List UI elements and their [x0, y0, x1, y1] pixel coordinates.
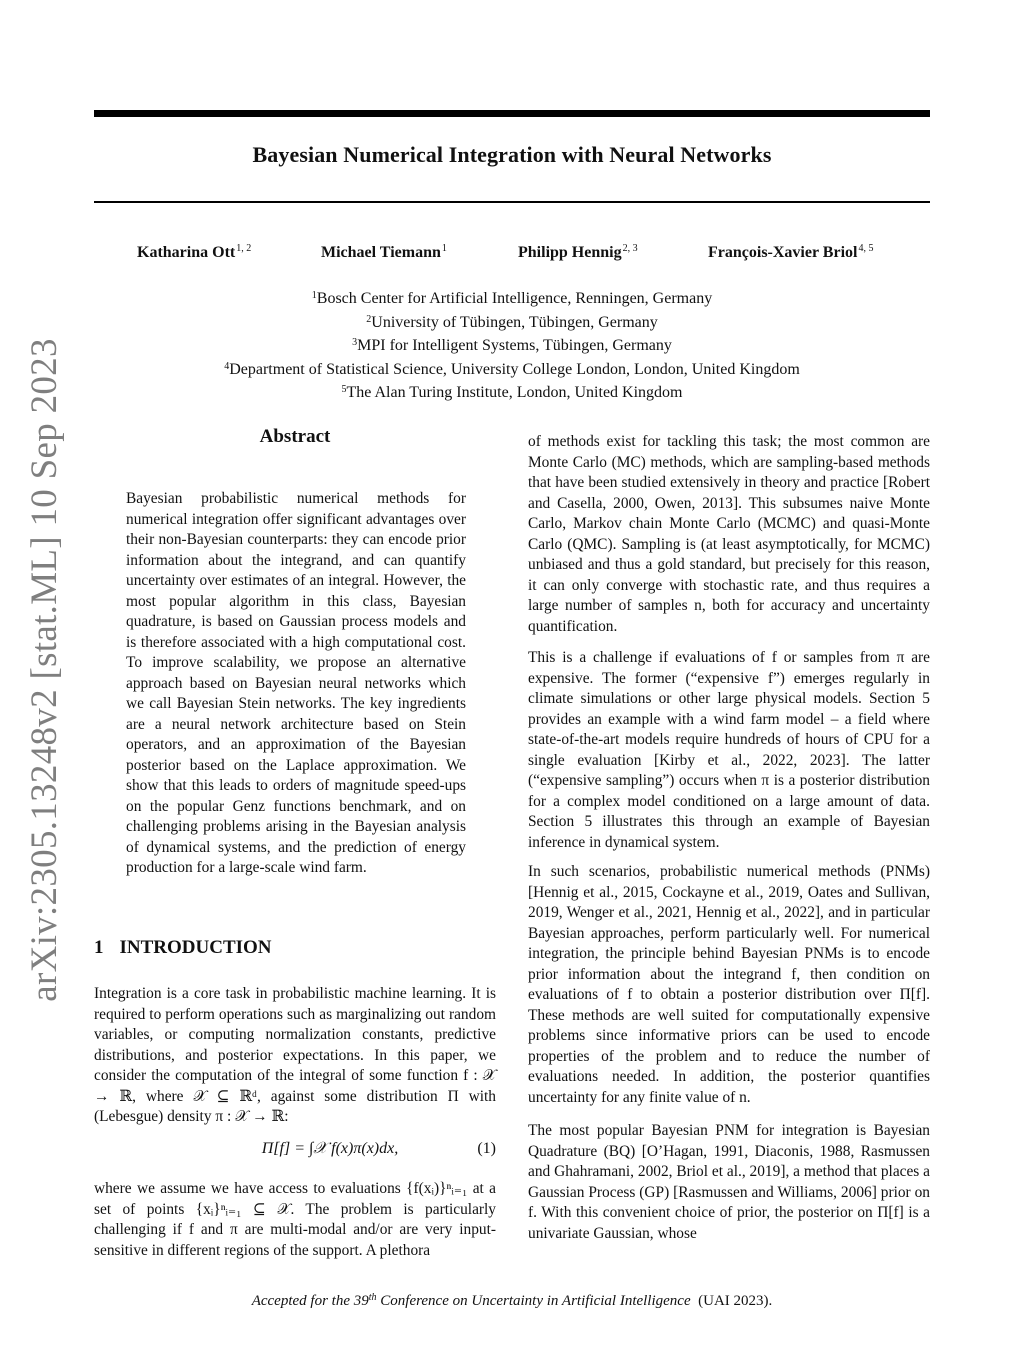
venue-tail: (UAI 2023). — [698, 1293, 773, 1309]
equation-1 — [94, 1140, 496, 1162]
author-name-text: Katharina Ott — [137, 244, 236, 261]
author-name — [137, 243, 251, 262]
author-affil-sup: 1 — [441, 243, 447, 254]
author-name-text: François-Xavier Briol — [708, 244, 858, 261]
author-name-text: Philipp Hennig — [518, 244, 622, 261]
affiliation-text: MPI for Intelligent Systems, Tübingen, Germany — [357, 337, 672, 354]
venue-prefix: Accepted for the 39 — [251, 1293, 369, 1309]
affiliation-line — [94, 286, 930, 310]
affiliation-line — [94, 310, 930, 334]
affiliation-sup: 2 — [366, 313, 372, 325]
author-affil-sup: 4, 5 — [858, 243, 874, 254]
author-name — [518, 243, 638, 262]
body-paragraph: The most popular Bayesian PNM for integration is Bayesian Quadrature (BQ) [O’Hagan, 1991, Diaconis, 1988, Rasmussen and Ghahramani, 2002, Briol et al., 2019], a method that places a Gaussian Process (GP) [Rasmussen and Williams, 2006] prior on f. With this convenient choice of prior, the posterior on Π[f] is a univariate Gaussian, whose — [528, 1122, 930, 1242]
equation-number: (1) — [477, 1140, 496, 1157]
top-rule — [94, 110, 930, 117]
affiliation-line — [94, 333, 930, 357]
venue-name: Conference on Uncertainty in Artificial Intelligence — [376, 1293, 691, 1309]
venue-footnote — [94, 1292, 930, 1310]
affiliation-sup: 5 — [341, 384, 347, 395]
intro-paragraph: Integration is a core task in probabilistic machine learning. It is required to perform operations such as marginalizing out random variables, or computing normalization constants, predictive distributions, and posterior expectations. In this paper, we consider the computation of the integral of some function f : 𝒳 → ℝ, where 𝒳 ⊆ ℝᵈ, against some distribution Π with (Lebesgue) density π : 𝒳 → ℝ: — [94, 985, 496, 1125]
body-paragraph: of methods exist for tackling this task; the most common are Monte Carlo (MC) methods, which are sampling-based methods that have been studied extensively in theory and practice [Robert and Casella, 2000, Owen, 2013]. This subsumes naive Monte Carlo, Markov chain Monte Carlo (MCMC) and quasi-Monte Carlo (QMC). Sampling is (at least asymptotically, for MCMC) unbiased and thus a gold standard, but precisely for this reason, it can only converge with stochastic rate, and thus requires a large number of samples n, both for accuracy and uncertainty quantification. — [528, 433, 930, 635]
intro-paragraph: where we assume we have access to evaluations {f(xᵢ)}ⁿᵢ₌₁ at a set of points {xᵢ}ⁿᵢ₌₁ ⊆ 𝒳. The problem is particularly challenging if f and π are multi-modal and/or are very input-sensitive in different regions of the support. A plethora — [94, 1180, 496, 1259]
venue-sup: th — [368, 1292, 377, 1303]
affiliations — [94, 286, 930, 404]
author-name — [321, 243, 447, 262]
equation-expression: Π[f] = ∫𝒳 f(x)π(x)dx, — [261, 1140, 399, 1157]
abstract-body: Bayesian probabilistic numerical methods for numerical integration offer significant advantages over their non-Bayesian counterparts: they can encode prior information about the integrand, and can quantify uncertainty over estimates of an integral. However, the most popular algorithm in this class, Bayesian quadrature, is based on Gaussian process models and is therefore associated with a high computational cost. To improve scalability, we propose an alternative approach based on Bayesian neural networks which we call Bayesian Stein networks. The key ingredients are a neural network architecture based on Stein operators, and an approximation of the Bayesian posterior based on the Laplace approximation. We show that this leads to orders of magnitude speed-ups on the popular Genz functions benchmark, and on challenging problems arising in the Bayesian analysis of dynamical systems, and the prediction of energy production for a large-scale wind farm. — [126, 490, 466, 876]
body-paragraph: This is a challenge if evaluations of f or samples from π are expensive. The former (“expensive f”) emerges regularly in climate simulations or other large physical models. Section 5 provides an example with a wind farm model – a field where state-of-the-art models require hundreds of hours of CPU for a single evaluation [Kirby et al., 2022, 2023]. The latter (“expensive sampling”) occurs when π is a posterior distribution for a complex model conditioned on a large amount of data. Section 5 illustrates this through an example of Bayesian inference in dynamical system. — [528, 649, 930, 851]
affiliation-line — [94, 380, 930, 404]
affiliation-text: The Alan Turing Institute, London, United Kingdom — [346, 384, 683, 401]
author-affil-sup: 1, 2 — [236, 243, 252, 254]
author-name — [708, 243, 873, 262]
arxiv-sidebar-stamp: arXiv:2305.13248v2 [stat.ML] 10 Sep 2023 — [23, 338, 65, 1002]
affiliation-text: Bosch Center for Artificial Intelligence, Renningen, Germany — [316, 290, 713, 307]
affiliation-sup: 1 — [311, 290, 317, 301]
section-heading-introduction — [94, 937, 272, 959]
section-title: INTRODUCTION — [119, 937, 272, 958]
body-paragraph: In such scenarios, probabilistic numerical methods (PNMs) [Hennig et al., 2015, Cockayne et al., 2019, Oates and Sullivan, 2019, Wenger et al., 2021, Hennig et al., 2022], and in particular Bayesian approaches, perform particularly well. For numerical integration, the principle behind Bayesian PNMs is to encode prior information about the integrand f, then condition on evaluations of f to obtain a posterior distribution over Π[f]. These methods are well suited for computationally expensive problems since informative priors can be used to encode properties of the problem and to reduce the number of evaluations needed. In addition, the posterior quantifies uncertainty for any finite value of n. — [528, 863, 930, 1106]
title-rule — [94, 201, 930, 203]
affiliation-sup: 4 — [224, 360, 230, 372]
author-affil-sup: 2, 3 — [622, 243, 638, 254]
affiliation-text: University of Tübingen, Tübingen, Germany — [371, 313, 658, 331]
affiliation-line — [94, 357, 930, 381]
author-name-text: Michael Tiemann — [321, 244, 441, 261]
abstract-heading: Abstract — [259, 426, 331, 447]
affiliation-text: Department of Statistical Science, University College London, London, United Kingdom — [229, 360, 800, 378]
paper-title: Bayesian Numerical Integration with Neural Networks — [252, 142, 772, 167]
section-number: 1 — [94, 937, 104, 958]
affiliation-sup: 3 — [352, 337, 358, 348]
